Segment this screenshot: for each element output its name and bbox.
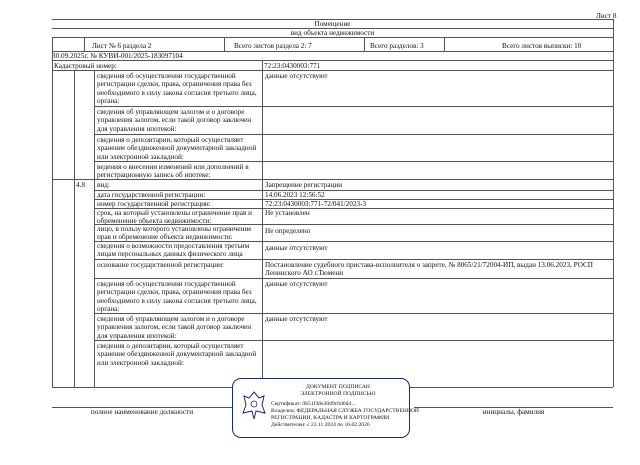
row-label: ведения о внесении изменений или дополнений в регистрационную запись об ипотеке: [97,163,249,180]
row-value: данные отсутствуют [265,315,328,323]
row-value: данные отсутствуют [265,244,328,252]
stamp-subtitle: ЭЛЕКТРОННОЙ ПОДПИСЬЮ [300,391,376,397]
sheet-number: Лист 8 [596,12,617,20]
stamp-owner: Владелец: ФЕДЕРАЛЬНАЯ СЛУЖБА ГОСУДАРСТВЕННОЙ [271,408,419,414]
stamp-certificate: Сертификат: 0b51f38e30d9c6d0d4… [271,401,357,407]
row-label: срок, на который установлены ограничение прав и обременение объекта недвижимости: [97,209,252,226]
emblem-icon [241,389,267,421]
row-value: данные отсутствуют [265,72,328,80]
stamp-title: ДОКУМЕНТ ПОДПИСАН [306,384,370,390]
row-label: сведения о депозитарии, который осуществляет хранение обездвиженной документарной закладной или электронной закладной: [97,342,257,367]
section-sheet: Лист № 6 раздела 2 [92,42,152,50]
row-value: Постановление судебного пристава-исполнителя о запрете, № 8065/21/72004-ИП, выдан 13.06.2023, РОСП Ленинского АО г.Тюмени [265,261,593,278]
extract-reference: 30.09.2025г. № КУВИ-001/2025-183097104 [52,52,183,60]
total-sections: Всего разделов: 3 [370,42,424,50]
object-kind: вид объекта недвижимости [290,29,375,37]
row-value: данные отсутствуют [265,280,328,288]
total-sheets-section: Всего листов раздела 2: 7 [234,42,312,50]
stamp-owner-cont: РЕГИСТРАЦИИ, КАДАСТРА И КАРТОГРАФИИ [271,415,390,421]
row-value: Не определено [265,227,311,235]
row-label: основание государственной регистрации: [97,261,224,269]
total-sheets-extract: Всего листов выписки: 10 [502,42,582,50]
stamp-validity: Действителен: с 23.11.2024 по 16.02.2026 [271,422,370,428]
row-value: Не установлен [265,209,310,217]
object-title: Помещение [314,20,351,28]
cadastral-number: 72:23:0430003:771 [264,62,321,70]
electronic-signature-stamp [232,378,419,438]
row-value: 72:23:0430003:771-72/041/2023-3 [265,200,367,208]
cadastral-label: Кадастровый номер: [54,62,117,70]
row-label: номер государственной регистрации: [97,200,211,208]
row-value: 14.06.2023 12:56:52 [265,191,325,199]
signature-label: инициалы, фамилия [482,408,545,416]
row-label: сведения об осуществлении государственной регистрации сделки, права, ограничения права без необходимого в силу закона согласия третьего лица, органа: [97,72,257,105]
row-label: сведения о депозитарии, который осуществляет хранение обездвиженной документарной закладной или электронной закладной: [97,136,257,161]
row-value: Запрещение регистрации [265,181,343,189]
item-number: 4.8 [76,181,85,189]
position-label: полное наименование должности [90,408,194,416]
row-label: лицо, в пользу которого установлены ограничение прав и обременение объекта недвижимости: [97,225,252,242]
row-label: сведения об управляющем залогом и о договоре управления залогом, если такой договор заключен для управления ипотекой: [97,108,252,133]
row-label: дата государственной регистрации: [97,191,206,199]
row-label: сведения об управляющем залогом и о договоре управления залогом, если такой договор заключен для управления ипотекой: [97,315,252,340]
row-label: сведения о возможности предоставления третьим лицам персональных данных физического лица [97,242,250,259]
row-label: вид: [97,181,110,189]
row-label: сведения об осуществлении государственной регистрации сделки, права, ограничения права без необходимого в силу закона согласия третьего лица, органа: [97,280,257,313]
